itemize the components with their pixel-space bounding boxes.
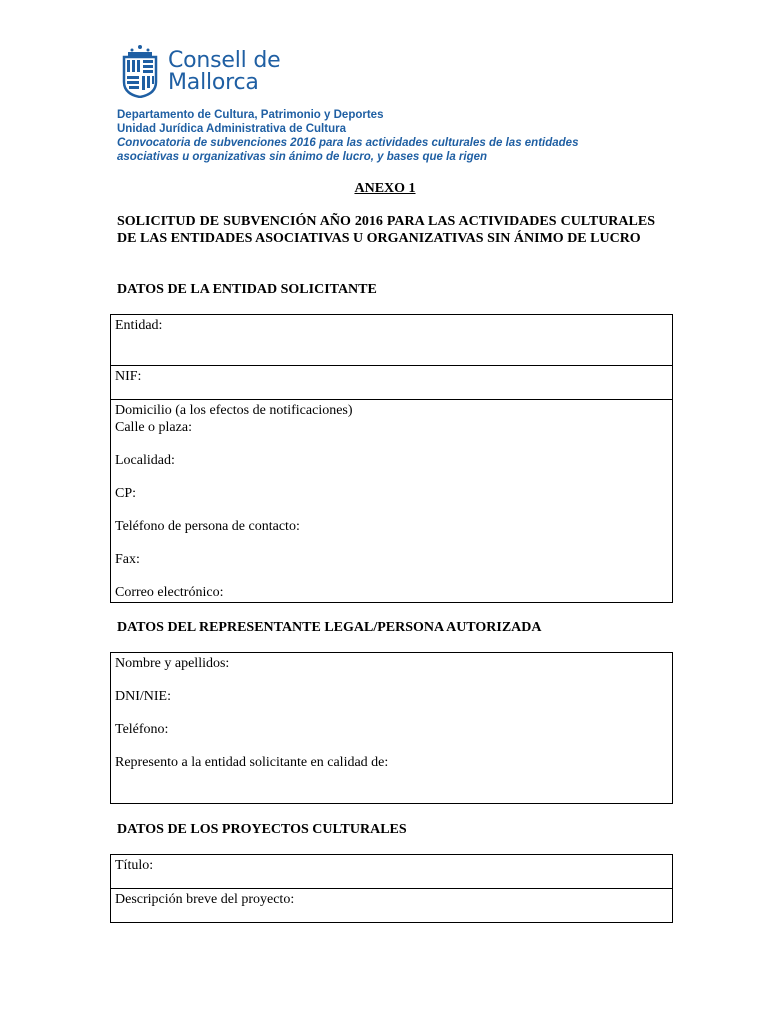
- convocatoria-line-2: asociativas u organizativas sin ánimo de lucro, y bases que la rigen: [117, 151, 488, 163]
- localidad-label: Localidad:: [115, 453, 175, 468]
- entidad-label: Entidad:: [115, 318, 163, 333]
- coat-of-arms-icon: [120, 44, 160, 98]
- nif-field[interactable]: [111, 366, 672, 400]
- logo-wordmark: [168, 50, 280, 94]
- document-title: SOLICITUD DE SUBVENCIÓN AÑO 2016 PARA LAS ACTIVIDADES CULTURALES DE LAS ENTIDADES ASOCIATIVAS U ORGANIZATIVAS SIN ÁNIMO DE LUCRO: [117, 214, 655, 246]
- entidad-box: [110, 314, 673, 603]
- convocatoria-line-1: Convocatoria de subvenciones 2016 para las actividades culturales de las entidades: [117, 137, 579, 149]
- titulo-label: Título:: [115, 858, 154, 873]
- titulo-field[interactable]: [111, 855, 672, 889]
- entidad-field[interactable]: [111, 315, 672, 366]
- proyectos-box: [110, 854, 673, 923]
- section-entidad-heading: DATOS DE LA ENTIDAD SOLICITANTE: [117, 282, 377, 297]
- cp-label: CP:: [115, 486, 137, 501]
- section-proyectos-heading: DATOS DE LOS PROYECTOS CULTURALES: [117, 822, 407, 837]
- domicilio-label: Domicilio (a los efectos de notificaciones): [115, 403, 353, 418]
- fax-label: Fax:: [115, 552, 140, 567]
- logo-line-1: Consell de: [168, 48, 281, 73]
- representante-box: [110, 652, 673, 804]
- section-representante-heading: DATOS DEL REPRESENTANTE LEGAL/PERSONA AUTORIZADA: [117, 620, 542, 635]
- telefono-contacto-label: Teléfono de persona de contacto:: [115, 519, 300, 534]
- department-line: Departamento de Cultura, Patrimonio y Deportes: [117, 109, 384, 121]
- nif-label: NIF:: [115, 369, 142, 384]
- nombre-label: Nombre y apellidos:: [115, 656, 230, 671]
- representante-field[interactable]: [111, 653, 672, 803]
- correo-label: Correo electrónico:: [115, 585, 224, 600]
- calle-label: Calle o plaza:: [115, 420, 192, 435]
- descripcion-label: Descripción breve del proyecto:: [115, 892, 295, 907]
- telefono-label: Teléfono:: [115, 722, 169, 737]
- anexo-heading: ANEXO 1: [354, 181, 416, 196]
- dni-label: DNI/NIE:: [115, 689, 171, 704]
- represento-label: Represento a la entidad solicitante en calidad de:: [115, 755, 389, 770]
- unit-line: Unidad Jurídica Administrativa de Cultura: [117, 123, 346, 135]
- logo-line-2: Mallorca: [168, 70, 259, 95]
- consell-logo: [120, 44, 280, 100]
- domicilio-field[interactable]: [111, 400, 672, 602]
- descripcion-field[interactable]: [111, 889, 672, 922]
